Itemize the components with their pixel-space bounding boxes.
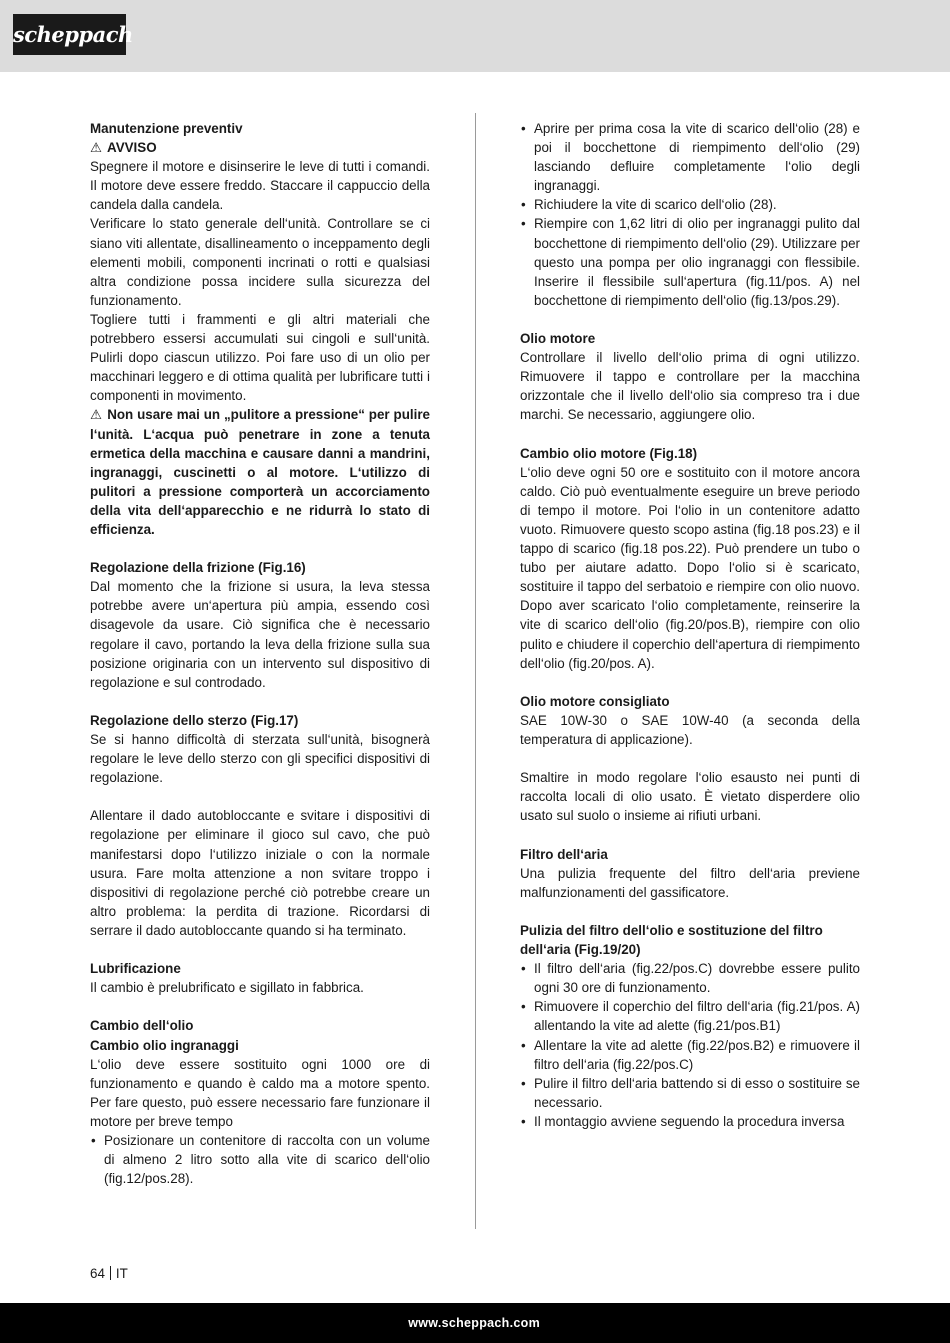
list-item: • Pulire il filtro dell‘aria battendo si di esso o sostituire se necessario. [520, 1074, 860, 1112]
paragraph: Verificare lo stato generale dell‘unità. Controllare se ci siano viti allentate, disallineamento o inceppamento degli elementi mobili, componenti incrinati o rotti e qualsiasi altra condizione possa incidere sulla sicurezza del funzionamento. [90, 216, 430, 308]
warning-label: AVVISO [107, 140, 157, 156]
section-title-air-filter: Filtro dell‘aria [520, 846, 608, 862]
pressure-washer-warning [90, 405, 430, 539]
pressure-washer-warning-text: Non usare mai un „pulitore a pressione“ per pulire l‘unità. L‘acqua può penetrare in zone a tenuta ermetica della macchina e causare danni a mandrini, ingranaggi, cuscinetti o al motore. L‘utilizzo di pulitori a pressione comporterà un accorciamento della vita dell‘apparecchio e ne ridurrà lo stato di efficienza. [90, 407, 430, 537]
list-item: • Aprire per prima cosa la vite di scarico dell‘olio (28) e poi il bocchettone di riempimento dell‘olio (29) lasciando defluire completamente l‘olio degli ingranaggi. [520, 119, 860, 195]
warning-heading [90, 138, 430, 157]
list-item: • Il filtro dell‘aria (fig.22/pos.C) dovrebbe essere pulito ogni 30 ore di funzionamento. [520, 959, 860, 997]
list-item: • Riempire con 1,62 litri di olio per ingranaggi pulito dal bocchettone di riempimento dell‘olio (29). Utilizzare per questo una pompa per olio ingranaggi con flessibile. Inserire il flessibile sull‘apertura (fig.11/pos. A) nel bocchettone di riempimento dell‘olio (fig.13/pos.29). [520, 214, 860, 309]
right-column [520, 119, 860, 1131]
section-title-engine-oil: Olio motore [520, 331, 596, 347]
subsection-title-gear-oil-change: Cambio olio ingranaggi [90, 1037, 239, 1053]
paragraph: L‘olio deve ogni 50 ore e sostituito con il motore ancora caldo. Ciò può eventualmente eseguire un breve periodo di tempo il motore. Poi l‘olio in un contenitore adatto vuoto. Rimuovere questo scopo astina (fig.18 pos.23) e il tappo di scarico (fig.18 pos.22). Può prendere un tubo o tubo per aiutare adatto. Dopo l‘olio si è scaricato, sostituire il tappo del serbatoio e riempire con olio nuovo. Dopo aver scaricato l‘olio completamente, reinserire la vite di scarico dell‘olio (fig.20/pos.B), riempire con olio pulito e chiudere il coperchio dell‘apertura di riempimento dell‘olio (fig.20/pos. A). [520, 464, 860, 671]
warning-triangle-icon: ⚠ [90, 140, 103, 156]
paragraph: Una pulizia frequente del filtro dell‘aria previene malfunzionamenti del gassificatore. [520, 865, 860, 900]
paragraph: Il cambio è prelubrificato e sigillato in fabbrica. [90, 980, 364, 996]
paragraph: SAE 10W-30 o SAE 10W-40 (a seconda della temperatura di applicazione). [520, 712, 860, 747]
brand-logo: scheppach [13, 14, 126, 55]
paragraph: Spegnere il motore e disinserire le leve di tutti i comandi. Il motore deve essere freddo. Staccare il cappuccio della candela dalla candela. [90, 159, 430, 213]
header-bar [0, 0, 950, 72]
paragraph: Smaltire in modo regolare l‘olio esausto nei punti di raccolta locali di olio usato. È vietato disperdere olio usato sul suolo o insieme ai rifiuti urbani. [520, 770, 860, 824]
bullet-list [90, 1131, 430, 1188]
section-title-engine-oil-change: Cambio olio motore (Fig.18) [520, 445, 698, 461]
footer-bar [0, 1303, 950, 1343]
section-title-filter-cleaning: Pulizia del filtro dell‘olio e sostituzione del filtro dell‘aria (Fig.19/20) [520, 922, 823, 958]
page-number-separator [110, 1266, 111, 1280]
page-number: 64 [90, 1266, 105, 1281]
website-link[interactable]: www.scheppach.com [408, 1316, 540, 1330]
column-divider [475, 113, 476, 1229]
warning-triangle-icon: ⚠ [90, 407, 103, 423]
language-code: IT [115, 1266, 128, 1281]
list-item: • Posizionare un contenitore di raccolta con un volume di almeno 2 litro sotto alla vite di scarico dell‘olio (fig.12/pos.28). [90, 1131, 430, 1188]
left-column [90, 119, 430, 1188]
paragraph: Dal momento che la frizione si usura, la leva stessa potrebbe avere un‘apertura più ampia, essendo così disagevole da usare. Ciò significa che è necessario regolare il cavo, portando la leva della frizione sulla sua posizione originaria con un intervento sul dispositivo di regolazione e sul controdado. [90, 579, 430, 690]
page-number-marker [90, 1264, 128, 1283]
paragraph: Togliere tutti i frammenti e gli altri materiali che potrebbero essersi accumulati sui cingoli e sull‘unità. Pulirli dopo ciascun utilizzo. Poi fare uso di un olio per macchinari leggero e di ottima qualità per lubrificare tutti i componenti in movimento. [90, 311, 430, 404]
section-title-clutch-adjustment: Regolazione della frizione (Fig.16) [90, 560, 306, 576]
list-item: • Rimuovere il coperchio del filtro dell‘aria (fig.21/pos. A) allentando la vite ad alette (fig.21/pos.B1) [520, 997, 860, 1035]
paragraph: Se si hanno difficoltà di sterzata sull‘unità, bisognerà regolare le leve dello sterzo con gli specifici dispositivi di regolazione. [90, 732, 430, 786]
paragraph: Allentare il dado autobloccante e svitare i dispositivi di regolazione per eliminare il gioco sul cavo, che può manifestarsi dopo l‘utilizzo iniziale o con la normale usura. Fare molta attenzione a non svitare troppo i dispositivi di regolazione perché ciò potrebbe creare un altro problema: la perdita di trazione. Ricordarsi di serrare il dado autobloccante quando si ha terminato. [90, 808, 430, 938]
section-title-oil-change: Cambio dell‘olio [90, 1018, 194, 1034]
bullet-list [520, 119, 860, 310]
list-item: • Allentare la vite ad alette (fig.22/pos.B2) e rimuovere il filtro dell‘aria (fig.22/pos.C) [520, 1036, 860, 1074]
section-title-preventive-maintenance: Manutenzione preventiv [90, 121, 243, 136]
section-title-recommended-oil: Olio motore consigliato [520, 693, 670, 709]
paragraph: L‘olio deve essere sostituito ogni 1000 ore di funzionamento e quando è caldo ma a motore spento. Per fare questo, può essere necessario fare funzionare il motore per breve tempo [90, 1056, 430, 1129]
paragraph: Controllare il livello dell‘olio prima di ogni utilizzo. Rimuovere il tappo e controllare per la macchina orizzontale che il livello dell‘olio sia compreso tra i due marchi. Se necessario, aggiungere olio. [520, 350, 860, 423]
list-item: • Richiudere la vite di scarico dell‘olio (28). [520, 195, 860, 214]
list-item: • Il montaggio avviene seguendo la procedura inversa [520, 1112, 860, 1131]
section-title-lubrication: Lubrificazione [90, 961, 181, 977]
bullet-list [520, 959, 860, 1131]
section-title-steering-adjustment: Regolazione dello sterzo (Fig.17) [90, 712, 299, 728]
